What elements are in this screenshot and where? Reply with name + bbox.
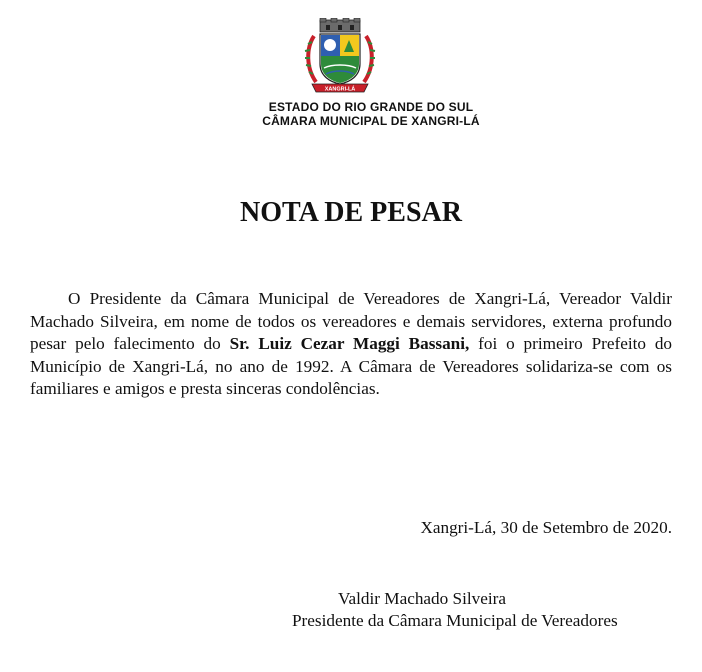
municipal-crest-icon — [302, 18, 378, 96]
deceased-name: Sr. Luiz Cezar Maggi Bassani, — [229, 334, 470, 354]
header-chamber: CÂMARA MUNICIPAL DE XANGRI-LÁ — [262, 114, 480, 128]
date-line: Xangri-Lá, 30 de Setembro de 2020. — [420, 518, 672, 537]
body-text-part1: O Presidente da Câmara Municipal de Vereadores de Xangri-Lá, Vereador Valdir Machado Silveira, em nome de todos os vereadores e demais servidores, externa profundo pesar pelo falecimento do — [30, 289, 672, 354]
header-state: ESTADO DO RIO GRANDE DO SUL — [268, 100, 474, 114]
body-text-part2: foi o primeiro Prefeito do Município de Xangri-Lá, no ano de 1992. A Câmara de Vereadores solidariza-se com os familiares e amigos e presta sinceras condolências. — [30, 334, 673, 399]
crest-banner-text: XANGRI-LÁ — [324, 86, 356, 93]
signature-role: Presidente da Câmara Municipal de Vereadores — [292, 611, 618, 630]
signature-name: Valdir Machado Silveira — [338, 589, 507, 608]
document-header — [0, 100, 702, 128]
document-title: NOTA DE PESAR — [240, 197, 462, 228]
body-paragraph — [30, 288, 672, 401]
